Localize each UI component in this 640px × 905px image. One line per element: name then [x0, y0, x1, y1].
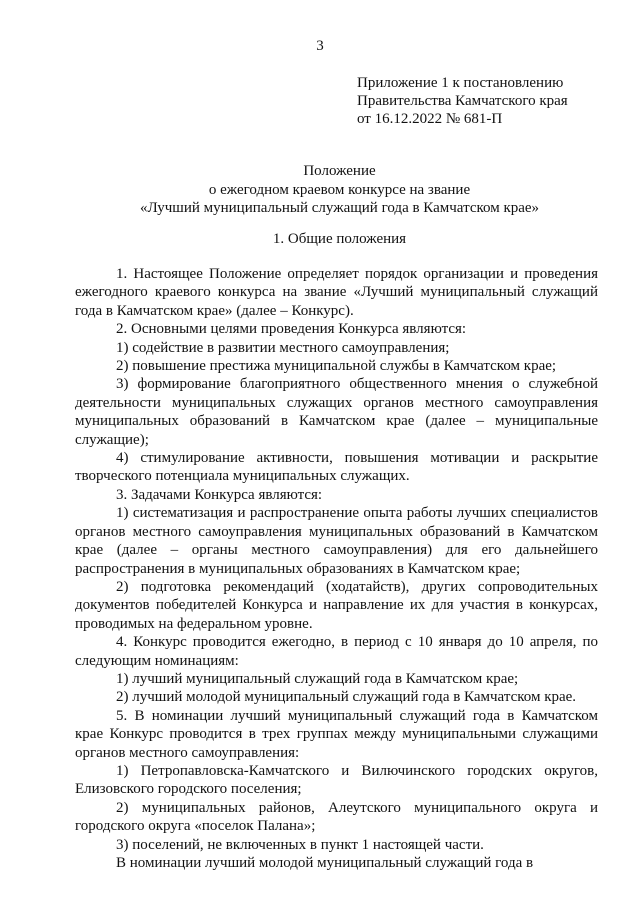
document-title: [82, 162, 597, 218]
paragraph: 2) повышение престижа муниципальной службы в Камчатском крае;: [116, 358, 557, 375]
section-heading: 1. Общие положения: [272, 231, 407, 247]
appendix-line-2: Правительства Камчатского края: [357, 93, 568, 109]
paragraph: 1) лучший муниципальный служащий года в Камчатском крае;: [116, 670, 519, 687]
paragraph: 3) формирование благоприятного общественного мнения о служебной деятельности муниципальных служащих органов местного самоуправления муниципальных образований в Камчатском крае (далее – муниципальные служащие);: [75, 376, 598, 448]
body-text: [75, 265, 598, 872]
appendix-line-3: от 16.12.2022 № 681-П: [357, 111, 503, 127]
title-line-3: «Лучший муниципальный служащий года в Камчатском крае»: [139, 200, 540, 216]
paragraph: 1) систематизация и распространение опыта работы лучших специалистов органов местного самоуправления муниципальных образований в Камчатском крае (далее – органы местного самоуправления) для его дальнейшего распространения в муниципальных образованиях в Камчатском крае;: [75, 505, 598, 577]
paragraph: 4. Конкурс проводится ежегодно, в период с 10 января до 10 апреля, по следующим номинациям:: [75, 634, 598, 669]
paragraph: 5. В номинации лучший муниципальный служащий года в Камчатском крае Конкурс проводится в трех группах между муниципальными служащими органов местного самоуправления:: [75, 707, 598, 761]
paragraph: 4) стимулирование активности, повышения мотивации и раскрытие творческого потенциала муниципальных служащих.: [75, 450, 598, 485]
paragraph: 2. Основными целями проведения Конкурса являются:: [116, 321, 467, 338]
appendix-reference: [357, 74, 617, 128]
appendix-line-1: Приложение 1 к постановлению: [357, 75, 564, 91]
title-line-1: Положение: [303, 163, 376, 179]
page-number: 3: [316, 38, 324, 54]
paragraph: 2) муниципальных районов, Алеутского муниципального округа и городского округа «поселок Палана»;: [75, 799, 598, 835]
paragraph: 2) подготовка рекомендаций (ходатайств), других сопроводительных документов победителей Конкурса и направление их для участия в конкурсах, проводимых на федеральном уровне.: [75, 578, 598, 632]
paragraph: 3. Задачами Конкурса являются:: [116, 486, 323, 503]
title-line-2: о ежегодном краевом конкурсе на звание: [208, 181, 471, 198]
paragraph: 1. Настоящее Положение определяет порядок организации и проведения ежегодного краевого конкурса на звание «Лучший муниципальный служащий года в Камчатском крае» (далее – Конкурс).: [75, 266, 598, 319]
paragraph: 1) содействие в развитии местного самоуправления;: [116, 339, 450, 356]
paragraph: 2) лучший молодой муниципальный служащий года в Камчатском крае.: [116, 689, 577, 706]
paragraph: 3) поселений, не включенных в пункт 1 настоящей части.: [116, 836, 484, 853]
paragraph: 1) Петропавловска-Камчатского и Вилючинского городских округов, Елизовского городского поселения;: [75, 762, 598, 798]
paragraph: В номинации лучший молодой муниципальный служащий года в: [116, 855, 534, 871]
